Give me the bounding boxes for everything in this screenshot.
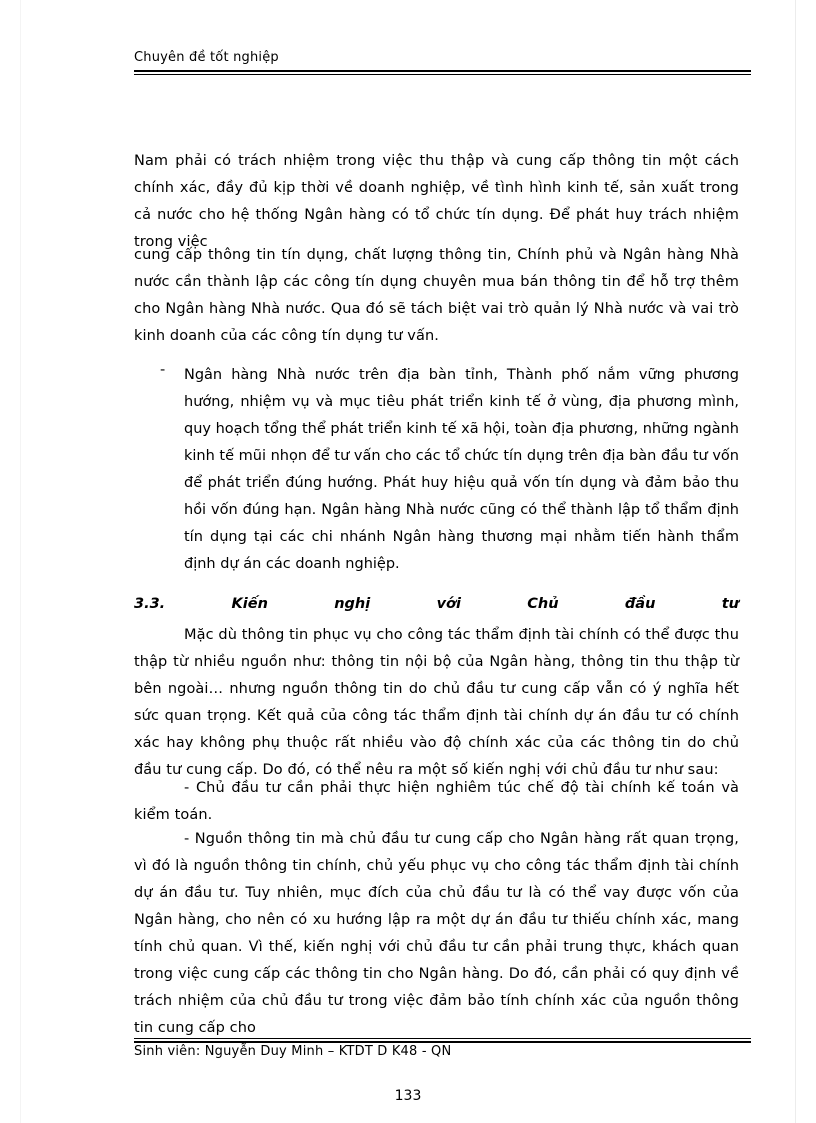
- section-word: với: [436, 596, 461, 612]
- paragraph-4: - Chủ đầu tư cần phải thực hiện nghiêm túc chế độ tài chính kế toán và kiểm toán.: [134, 780, 739, 823]
- paragraph-2: cung cấp thông tin tín dụng, chất lượng thông tin, Chính phủ và Ngân hàng Nhà nước cần thành lập các công tín dụng chuyên mua bán thông tin để hỗ trợ thêm cho Ngân hàng Nhà nước. Qua đó sẽ tách biệt vai trò quản lý Nhà nước và vai trò kinh doanh của các công tín dụng tư vấn.: [134, 247, 739, 344]
- section-word: Kiến: [231, 596, 268, 612]
- paragraph-3: Mặc dù thông tin phục vụ cho công tác thẩm định tài chính có thể được thu thập từ nhiều nguồn như: thông tin nội bộ của Ngân hàng, thông tin thu thập từ bên ngoài… nhưng nguồn thông tin do chủ đầu tư cung cấp vẫn có ý nghĩa hết sức quan trọng. Kết quả của công tác thẩm định tài chính dự án đầu tư có chính xác hay không phụ thuộc rất nhiều vào độ chính xác của các thông tin do chủ đầu tư cung cấp. Do đó, có thể nêu ra một số kiến nghị với chủ đầu tư như sau:: [134, 627, 739, 778]
- section-word: nghị: [334, 596, 371, 612]
- footer-rule: [134, 1038, 751, 1043]
- paragraph-1: Nam phải có trách nhiệm trong việc thu thập và cung cấp thông tin một cách chính xác, đầy đủ kịp thời về doanh nghiệp, về tình hình kinh tế, sản xuất trong cả nước cho hệ thống Ngân hàng có tổ chức tín dụng. Để phát huy trách nhiệm trong việc: [134, 153, 739, 250]
- page-header-title: Chuyên đề tốt nghiệp: [134, 50, 279, 65]
- section-number: 3.3.: [134, 596, 166, 612]
- section-heading: [134, 596, 739, 612]
- bullet-dash: -: [160, 362, 166, 378]
- section-word: Chủ: [527, 596, 559, 612]
- section-word: đầu: [624, 596, 656, 612]
- paragraph-5: - Nguồn thông tin mà chủ đầu tư cung cấp cho Ngân hàng rất quan trọng, vì đó là nguồn thông tin chính, chủ yếu phục vụ cho công tác thẩm định tài chính dự án đầu tư. Tuy nhiên, mục đích của chủ đầu tư là có thể vay được vốn của Ngân hàng, cho nên có xu hướng lập ra một dự án đầu tư thiếu chính xác, mang tính chủ quan. Vì thế, kiến nghị với chủ đầu tư cần phải trung thực, khách quan trong việc cung cấp các thông tin cho Ngân hàng. Do đó, cần phải có quy định về trách nhiệm của chủ đầu tư trong việc đảm bảo tính chính xác của nguồn thông tin cung cấp cho: [134, 831, 739, 1036]
- page-number: 133: [394, 1088, 422, 1104]
- footer-student-info: Sinh viên: Nguyễn Duy Minh – KTDT D K48 - QN: [134, 1044, 452, 1059]
- section-word: tư: [721, 596, 739, 612]
- header-rule: [134, 70, 751, 75]
- bullet-paragraph: Ngân hàng Nhà nước trên địa bàn tỉnh, Thành phố nắm vững phương hướng, nhiệm vụ và mục tiêu phát triển kinh tế ở vùng, địa phương mình, quy hoạch tổng thể phát triển kinh tế xã hội, toàn địa phương, những ngành kinh tế mũi nhọn để tư vấn cho các tổ chức tín dụng trên địa bàn đầu tư vốn để phát triển đúng hướng. Phát huy hiệu quả vốn tín dụng và đảm bảo thu hồi vốn đúng hạn. Ngân hàng Nhà nước cũng có thể thành lập tổ thẩm định tín dụng tại các chi nhánh Ngân hàng thương mại nhằm tiến hành thẩm định dự án các doanh nghiệp.: [184, 367, 739, 572]
